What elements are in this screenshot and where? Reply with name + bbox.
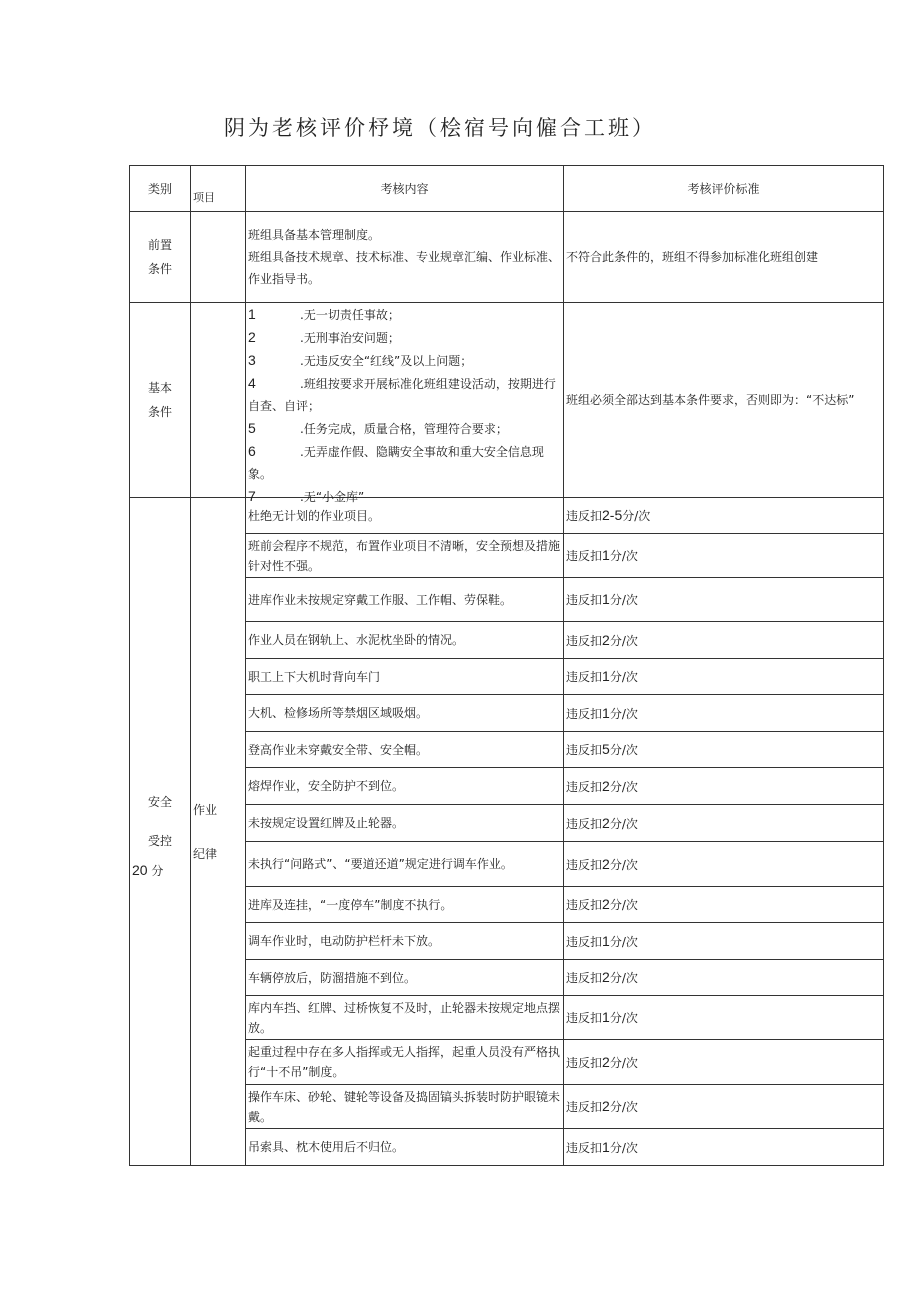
penalty-points: 1	[602, 547, 610, 563]
penalty-prefix: 违反扣	[566, 633, 603, 648]
basic-items-list	[248, 303, 561, 504]
row-content: 操作车床、砂轮、键轮等设备及捣固镐头拆装时防护眼镜未戴。	[246, 1085, 564, 1129]
row-penalty	[564, 659, 884, 695]
basic-item	[248, 417, 561, 440]
safety-project-line1: 作业	[193, 802, 218, 817]
penalty-prefix: 违反扣	[566, 593, 603, 607]
penalty-prefix: 违反扣	[566, 971, 603, 985]
penalty-points: 2	[602, 777, 610, 794]
basic-category	[130, 303, 191, 498]
header-content: 考核内容	[246, 166, 564, 212]
penalty-points: 2	[602, 631, 610, 648]
row-content: 登高作业未穿戴安全带、安全帽。	[246, 732, 564, 768]
row-penalty	[564, 695, 884, 732]
prereq-content	[246, 212, 564, 303]
prereq-standard: 不符合此条件的，班组不得参加标准化班组创建	[564, 212, 884, 303]
penalty-suffix: 分/次	[609, 549, 638, 563]
basic-item	[248, 440, 561, 485]
prereq-row	[130, 212, 884, 303]
penalty-points: 1	[602, 932, 610, 949]
basic-category-line2: 条件	[147, 405, 172, 419]
row-penalty	[564, 498, 884, 534]
basic-item-text: .无一切责任事故；	[300, 308, 400, 322]
penalty-suffix: 分/次	[609, 1011, 638, 1025]
table-row	[130, 498, 884, 534]
penalty-prefix: 违反扣	[566, 898, 603, 912]
penalty-points: 1	[602, 1009, 610, 1025]
row-content: 班前会程序不规范，布置作业项目不清晰，安全预想及措施针对性不强。	[246, 534, 564, 578]
row-penalty	[564, 1040, 884, 1085]
row-content: 进库作业未按规定穿戴工作服、工作帽、劳保鞋。	[246, 578, 564, 622]
penalty-suffix: 分/次	[609, 633, 638, 648]
basic-item-text: .无弄虚作假、隐瞒安全事故和重大安全信息现象。	[248, 445, 544, 481]
basic-item-number: 5	[248, 420, 256, 436]
safety-score-number: 20	[132, 862, 148, 878]
penalty-suffix: 分/次	[609, 706, 638, 721]
penalty-points: 2	[602, 896, 610, 912]
basic-standard: 班组必须全部达到基本条件要求，否则即为：“不达标”	[564, 303, 884, 498]
basic-item-number: 3	[248, 352, 256, 368]
basic-category-line1: 基本	[147, 381, 172, 395]
penalty-suffix: 分/次	[609, 670, 638, 684]
safety-score-unit: 分	[151, 864, 164, 878]
penalty-suffix: 分/次	[609, 857, 638, 872]
penalty-prefix: 违反扣	[566, 779, 603, 794]
penalty-suffix: 分/次	[622, 509, 651, 523]
basic-item-text: .无刑事治安问题；	[300, 331, 400, 345]
penalty-points: 2	[602, 1098, 610, 1114]
prereq-category-line2: 条件	[147, 262, 172, 276]
basic-row	[130, 303, 884, 498]
basic-item	[248, 326, 561, 349]
row-penalty	[564, 768, 884, 805]
penalty-points: 2	[602, 1053, 610, 1070]
penalty-prefix: 违反扣	[566, 743, 603, 757]
penalty-points: 2-5	[602, 507, 623, 523]
basic-item-text: .无“小金库”	[300, 490, 365, 504]
penalty-prefix: 违反扣	[566, 1100, 603, 1114]
penalty-points: 2	[602, 855, 610, 872]
row-penalty	[564, 887, 884, 923]
basic-item-number: 1	[248, 306, 256, 322]
penalty-prefix: 违反扣	[566, 1140, 603, 1155]
basic-item-number: 2	[248, 329, 256, 345]
penalty-points: 1	[602, 1138, 610, 1155]
penalty-points: 5	[602, 741, 610, 757]
penalty-prefix: 违反扣	[566, 816, 603, 831]
row-content: 进库及连挂，“一度停车”制度不执行。	[246, 887, 564, 923]
penalty-suffix: 分/次	[609, 971, 638, 985]
penalty-suffix: 分/次	[609, 743, 638, 757]
penalty-suffix: 分/次	[609, 1055, 638, 1070]
penalty-prefix: 违反扣	[566, 670, 603, 684]
penalty-points: 2	[602, 814, 610, 831]
safety-category-line1: 安全	[147, 795, 172, 809]
penalty-points: 2	[602, 969, 610, 985]
row-penalty	[564, 732, 884, 768]
penalty-suffix: 分/次	[609, 816, 638, 831]
row-penalty	[564, 842, 884, 887]
row-content: 库内车挡、红牌、过桥恢复不及时，止轮器未按规定地点摆放。	[246, 996, 564, 1040]
prereq-content-line1: 班组具备基本管理制度。	[248, 228, 381, 242]
row-content: 未按规定设置红牌及止轮器。	[246, 805, 564, 842]
penalty-points: 1	[602, 704, 610, 721]
row-content: 起重过程中存在多人指挥或无人指挥，起重人员没有严格执行“十不吊”制度。	[246, 1040, 564, 1085]
safety-project	[191, 498, 246, 1166]
basic-item	[248, 303, 561, 326]
basic-item-text: .班组按要求开展标准化班组建设活动，按期进行自查、自评；	[248, 377, 556, 413]
header-project: 项目	[191, 166, 246, 212]
row-content: 杜绝无计划的作业项目。	[246, 498, 564, 534]
penalty-points: 1	[602, 591, 610, 607]
prereq-category	[130, 212, 191, 303]
prereq-content-line2: 班组具备技术规章、技术标准、专业规章汇编、作业标准、作业指导书。	[248, 250, 561, 286]
penalty-points: 1	[602, 668, 610, 684]
row-penalty	[564, 996, 884, 1040]
basic-item-number: 7	[248, 488, 256, 504]
row-penalty	[564, 1085, 884, 1129]
basic-item-number: 6	[248, 443, 256, 459]
row-penalty	[564, 1129, 884, 1166]
penalty-suffix: 分/次	[609, 1140, 638, 1155]
penalty-prefix: 违反扣	[566, 857, 603, 872]
row-content: 职工上下大机时背向车门	[246, 659, 564, 695]
row-content: 调车作业时，电动防护栏杆未下放。	[246, 923, 564, 960]
penalty-suffix: 分/次	[609, 934, 638, 949]
row-content: 作业人员在钢轨上、水泥枕坐卧的情况。	[246, 622, 564, 659]
row-content: 熔焊作业，安全防护不到位。	[246, 768, 564, 805]
basic-item-text: .无违反安全“红线”及以上问题；	[300, 354, 473, 368]
basic-project	[191, 303, 246, 498]
safety-score	[132, 858, 188, 883]
prereq-project	[191, 212, 246, 303]
document-title: 阴为老核评价杼境（桧宿号向僱合工班）	[224, 116, 656, 140]
prereq-category-line1: 前置	[147, 238, 172, 252]
table-header-row	[130, 166, 884, 212]
penalty-prefix: 违反扣	[566, 934, 603, 949]
penalty-prefix: 违反扣	[566, 1011, 603, 1025]
penalty-prefix: 违反扣	[566, 509, 603, 523]
penalty-suffix: 分/次	[609, 593, 638, 607]
basic-item-text: .任务完成，质量合格，管理符合要求；	[300, 422, 508, 436]
safety-category-line2: 受控	[147, 834, 172, 848]
row-content: 未执行“问路式”、“要道还道”规定进行调车作业。	[246, 842, 564, 887]
penalty-suffix: 分/次	[609, 779, 638, 794]
penalty-prefix: 违反扣	[566, 549, 603, 563]
penalty-suffix: 分/次	[609, 1100, 638, 1114]
evaluation-table	[129, 165, 884, 1166]
penalty-prefix: 违反扣	[566, 706, 603, 721]
basic-content	[246, 303, 564, 504]
row-content: 大机、检修场所等禁烟区域吸烟。	[246, 695, 564, 732]
row-penalty	[564, 960, 884, 996]
basic-item	[248, 372, 561, 417]
row-penalty	[564, 578, 884, 622]
penalty-prefix: 违反扣	[566, 1055, 603, 1070]
safety-project-line2: 纪律	[193, 846, 218, 861]
basic-item-number: 4	[248, 375, 256, 391]
header-standard: 考核评价标准	[564, 166, 884, 212]
header-category: 类别	[130, 166, 191, 212]
safety-category	[130, 498, 191, 1166]
row-content: 车辆停放后，防溜措施不到位。	[246, 960, 564, 996]
basic-item	[248, 349, 561, 372]
row-penalty	[564, 805, 884, 842]
row-penalty	[564, 923, 884, 960]
row-penalty	[564, 534, 884, 578]
penalty-suffix: 分/次	[609, 898, 638, 912]
row-content: 吊索具、枕木使用后不归位。	[246, 1129, 564, 1166]
row-penalty	[564, 622, 884, 659]
